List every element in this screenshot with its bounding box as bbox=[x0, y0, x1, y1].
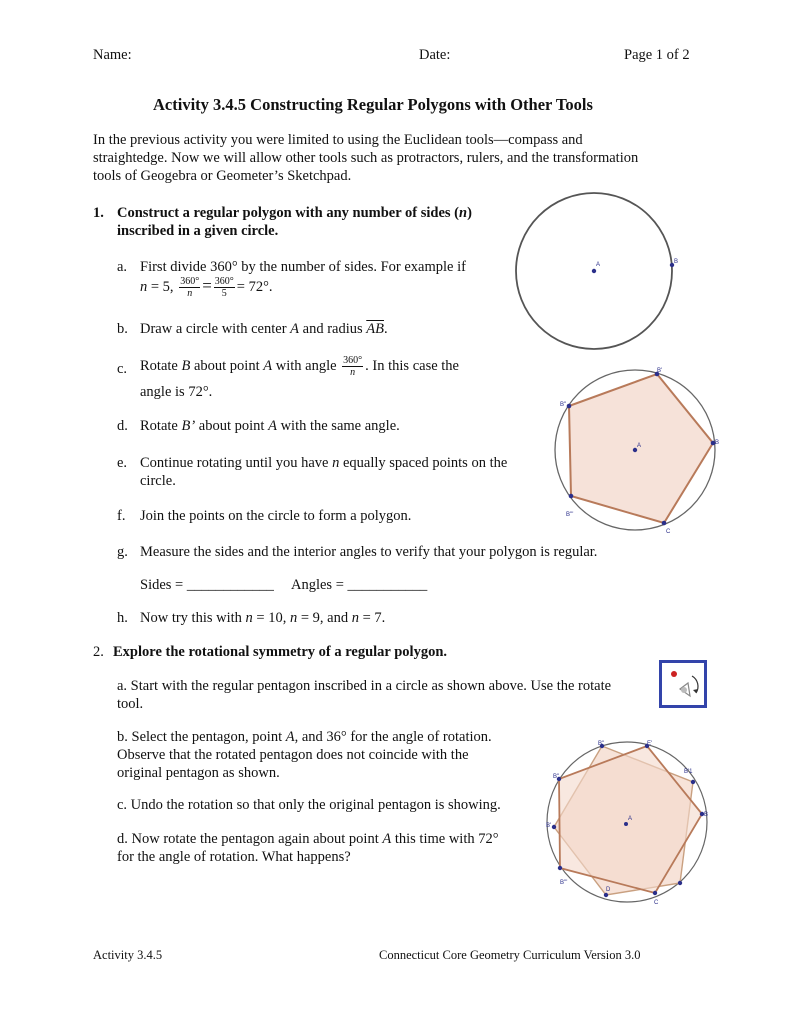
vertex-label: B bbox=[704, 812, 709, 818]
rotated-pentagon-figure bbox=[544, 738, 719, 908]
q1a-line-1: First divide 360° by the number of sides. For example if bbox=[140, 259, 466, 275]
intro-line-3: tools of Geogebra or Geometer’s Sketchpad. bbox=[93, 168, 352, 184]
sides-blank: Sides = ____________ bbox=[140, 577, 274, 593]
q2b-line-2: Observe that the rotated pentagon does not coincide with the bbox=[117, 747, 469, 763]
circle-figure bbox=[510, 190, 690, 355]
q1d-label: d. bbox=[117, 418, 128, 434]
q2-number: 2. bbox=[93, 644, 104, 660]
vertex bbox=[691, 780, 695, 784]
label-b-prime: B' bbox=[657, 368, 663, 374]
q1d-text: Rotate B’ about point A with the same angle. bbox=[140, 418, 400, 434]
footer-activity: Activity 3.4.5 bbox=[93, 948, 163, 962]
point-b-label: B bbox=[674, 259, 679, 265]
q1a-line-2: n = 5, $\frac{360^\circ}{n}$ = $\frac{360^\circ}{5}$ = 72°. bbox=[140, 276, 273, 300]
label-c: C bbox=[666, 529, 671, 535]
vertex-label: B'' bbox=[598, 741, 605, 747]
label-a: A bbox=[637, 443, 642, 449]
angles-blank: Angles = ___________ bbox=[291, 577, 428, 593]
page-number: Page 1 of 2 bbox=[624, 47, 690, 63]
footer-curriculum: Connecticut Core Geometry Curriculum Version 3.0 bbox=[379, 948, 641, 962]
rotate-tool-icon bbox=[659, 660, 707, 708]
vertex-b-triple-prime bbox=[569, 494, 574, 499]
q1f-text: Join the points on the circle to form a polygon. bbox=[140, 508, 412, 524]
label-b-double-prime: B'' bbox=[560, 402, 567, 408]
date-label: Date: bbox=[419, 47, 451, 63]
vertex-c bbox=[662, 521, 667, 526]
center-label: A bbox=[596, 262, 601, 268]
q1a-label: a. bbox=[117, 259, 128, 275]
vertex-b-double-prime bbox=[567, 404, 572, 409]
q1e-line-2: circle. bbox=[140, 473, 176, 489]
q2b-line-3: original pentagon as shown. bbox=[117, 765, 280, 781]
vertex-label: B'' bbox=[553, 774, 560, 780]
vertex-label: B' bbox=[546, 823, 552, 829]
q1e-label: e. bbox=[117, 455, 128, 471]
vertex-label: B'1 bbox=[684, 769, 693, 775]
pentagon-figure bbox=[548, 365, 728, 535]
q1c-label: c. bbox=[117, 361, 128, 377]
label-b: B bbox=[715, 440, 720, 446]
q1h-label: h. bbox=[117, 610, 128, 626]
vertex bbox=[678, 881, 682, 885]
vertex-label: B''' bbox=[560, 880, 568, 886]
q2a-line-2: tool. bbox=[117, 696, 144, 712]
vertex bbox=[558, 866, 562, 870]
label-b-triple-prime: B''' bbox=[566, 512, 574, 518]
q2b-line-1: b. Select the pentagon, point A, and 36° for the angle of rotation. bbox=[117, 729, 492, 745]
vertex bbox=[552, 825, 556, 829]
q1c-line-1: Rotate B about point A with angle $\frac{360^\circ}{n}$ . In this case the bbox=[140, 355, 459, 379]
q1e-line-1: Continue rotating until you have n equally spaced points on the bbox=[140, 455, 508, 471]
name-label: Name: bbox=[93, 47, 132, 63]
page-title: Activity 3.4.5 Constructing Regular Polygons with Other Tools bbox=[153, 95, 593, 114]
vertex bbox=[604, 893, 608, 897]
center-point-a bbox=[624, 822, 628, 826]
center-point-a bbox=[592, 269, 596, 273]
q1-heading-line-2: inscribed in a given circle. bbox=[117, 223, 279, 239]
q1c-line-2: angle is 72°. bbox=[140, 384, 213, 400]
q1g-text: Measure the sides and the interior angles to verify that your polygon is regular. bbox=[140, 544, 598, 560]
q1b-label: b. bbox=[117, 321, 128, 337]
vertex bbox=[653, 891, 657, 895]
vertex-label: D bbox=[606, 887, 611, 893]
q1b-text: Draw a circle with center A and radius $\overline{AB}$. bbox=[140, 321, 388, 337]
q1f-label: f. bbox=[117, 508, 126, 524]
q1-heading-line-1: Construct a regular polygon with any number of sides (n) bbox=[117, 205, 472, 221]
vertex-label: E' bbox=[647, 741, 653, 747]
intro-line-1: In the previous activity you were limited to using the Euclidean tools—compass and bbox=[93, 132, 583, 148]
q2d-line-2: for the angle of rotation. What happens? bbox=[117, 849, 351, 865]
q1h-text: Now try this with n = 10, n = 9, and n = 7. bbox=[140, 610, 386, 626]
q2a-line-1: a. Start with the regular pentagon inscribed in a circle as shown above. Use the rotate bbox=[117, 678, 612, 694]
q2-heading: Explore the rotational symmetry of a regular polygon. bbox=[113, 644, 448, 660]
vertex-label: C bbox=[654, 900, 659, 906]
q1g-label: g. bbox=[117, 544, 128, 560]
intro-line-2: straightedge. Now we will allow other tools such as protractors, rulers, and the transformation bbox=[93, 150, 639, 166]
q1-number: 1. bbox=[93, 205, 104, 221]
q2c-text: c. Undo the rotation so that only the original pentagon is showing. bbox=[117, 797, 501, 813]
vertex-label: A bbox=[628, 816, 633, 822]
q2d-line-1: d. Now rotate the pentagon again about point A this time with 72° bbox=[117, 831, 499, 847]
